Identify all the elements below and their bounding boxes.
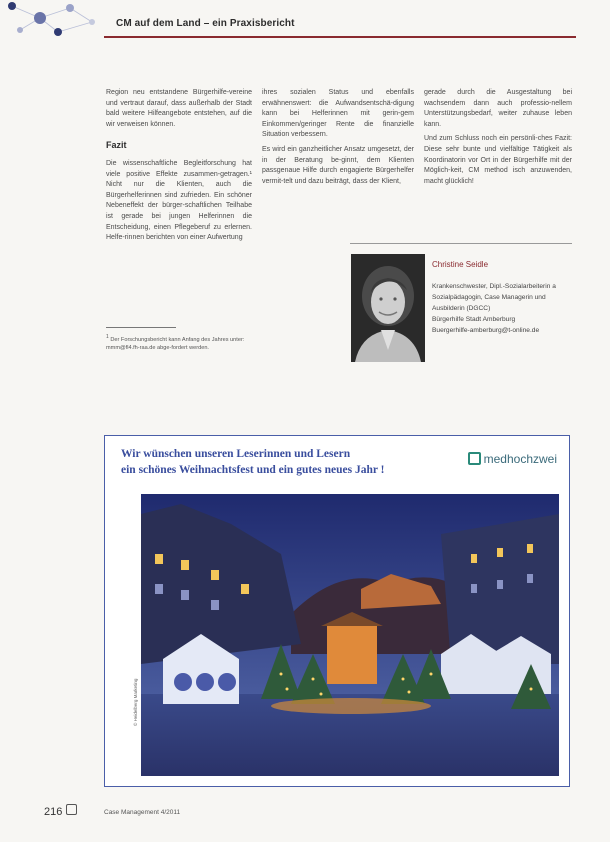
column-paragraph: Und zum Schluss noch ein persönli-ches Fazit: Diese sehr bunte und vielfältige Tätigkeit als Koordinatorin vor Ort in der Bürgerhilfe mit der Möglich-keit, CM method isch anzuwenden, macht glücklich!: [424, 135, 572, 185]
author-divider: [350, 243, 572, 244]
text-column-2: [262, 88, 414, 191]
footnote-text: Der Forschungsbericht kann Anfang des Jahres unter: mmm@fl4.fh-raa.de abge-fordert werden.: [106, 336, 245, 351]
author-name: Christine Seidle: [432, 260, 489, 269]
running-header-title: CM auf dem Land – ein Praxisbericht: [116, 18, 295, 29]
column-paragraph: ihres sozialen Status und ebenfalls erwähnenswert: die Aufwandsentschä-digung kann bei Helferinnen mit gerin-gem Einkommen/geringer Rente die finanzielle Situation verbessern.: [262, 89, 414, 139]
christmas-greeting-card: [104, 435, 570, 787]
column-paragraph: Es wird ein ganzheitlicher Ansatz umgesetzt, der in der Beratung be-ginnt, dem Klienten passgenaue Hilfe durch engagierte Bürgerhelfer vermit-telt und dazu beiträgt, dass der Klient,: [262, 145, 414, 185]
author-portrait: [351, 254, 425, 362]
footnote: [106, 333, 252, 352]
journal-issue: Case Management 4/2011: [104, 809, 181, 816]
christmas-market-photo: [141, 494, 559, 776]
page-number: 216: [44, 806, 63, 818]
publisher-logo: [468, 452, 557, 466]
greeting-line-1: Wir wünschen unseren Leserinnen und Lesern: [121, 448, 351, 460]
author-info: [432, 281, 572, 336]
author-info-line: Krankenschwester, Dipl.-Sozialarbeiterin a: [432, 283, 556, 290]
author-info-line: Ausbilderin (DGCC): [432, 305, 491, 312]
portrait-image: [351, 254, 425, 362]
column-paragraph: gerade durch die Ausgestaltung bei wachsendem dann auch professio-nellem Unterstützungsbedarf, weiter zuhause leben kann.: [424, 89, 572, 128]
journal-logo-icon: [66, 804, 77, 815]
publisher-logo-icon: [468, 452, 481, 465]
greeting-title: [121, 446, 384, 478]
page-header: [0, 0, 610, 42]
publisher-name: medhochzwei: [483, 452, 557, 466]
molecule-decoration-icon: [0, 0, 110, 42]
footnote-rule: [106, 327, 176, 328]
author-info-line: Bürgerhilfe Stadt Amberburg: [432, 316, 516, 323]
section-heading-fazit: Fazit: [106, 140, 127, 151]
photo-credit: © Heidelberg Marketing: [133, 678, 138, 726]
author-email: Buergerhilfe-amberburg@t-online.de: [432, 327, 540, 334]
text-column-1: [106, 88, 252, 248]
column-paragraph: Die wissenschaftliche Begleitforschung hat viele positive Effekte zusammen-getragen.¹ Nicht nur die Klienten, auch die Bürgerhelferinnen sind zufrieden. Ein schöner Nebeneffekt der bürger-schaftlichen Teilhabe ist gerade bei jungen Helferinnen die Entscheidung, einen Pflegeberuf zu erlernen. Helfe-rinnen berichten von einer Aufwertung: [106, 159, 252, 242]
header-rule: [104, 36, 576, 38]
text-column-3: [424, 88, 572, 191]
footnote-marker: 1: [106, 334, 109, 340]
greeting-line-2: ein schönes Weihnachtsfest und ein gutes neues Jahr !: [121, 464, 385, 476]
author-info-line: Sozialpädagogin, Case Managerin und: [432, 294, 546, 301]
column-paragraph: Region neu entstandene Bürgerhilfe-vereine und vertraut darauf, dass außerhalb der Stadt bald weitere Hilfeangebote entstehen, auf die wir verweisen können.: [106, 89, 252, 128]
